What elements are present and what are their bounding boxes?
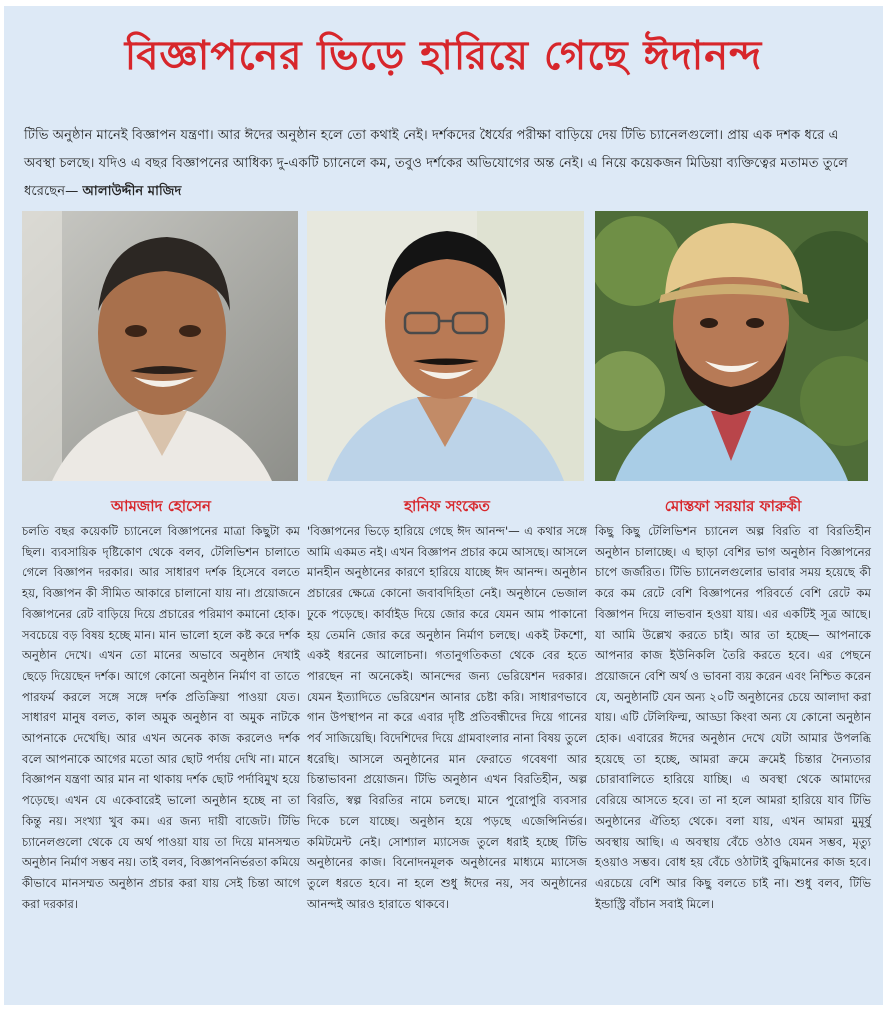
opinion-column-3 — [595, 494, 871, 999]
person-name: হানিফ সংকেত — [404, 497, 490, 515]
opinion-text: 'বিজ্ঞাপনের ভিড়ে হারিয়ে গেছে ঈদ আনন্দ'— এ কথার সঙ্গে আমি একমত নই। এখন বিজ্ঞাপন প্রচার কমে আসছে। আসলে মানহীন অনুষ্ঠানের কারণে হারিয়ে যাচ্ছে ঈদ আনন্দ। অনুষ্ঠান প্রচারের ক্ষেত্রে কোনো জবাবদিহিতা নেই। অনুষ্ঠানে ভেজাল ঢুকে পড়েছে। কার্বাইড দিয়ে জোর করে যেমন আম পাকানো হয় তেমনি জোর করে অনুষ্ঠান নির্মাণ চলছে। একই টকশো, একই ধরনের আলোচনা। গতানুগতিকতা থেকে বের হতে পারছেন না অনেকেই। আনন্দের জন্য ভেরিয়েশন দরকার। যেমন ইত্যাদিতে ভেরিয়েশন আনার চেষ্টা করি। সাধারণভাবে গান উপস্থাপন না করে এবার দৃষ্টি প্রতিবন্ধীদের দিয়ে গানের পর্ব সাজিয়েছি। বিদেশিদের দিয়ে গ্রামবাংলার নানা বিষয় তুলে ধরেছি। আসলে অনুষ্ঠানের মান ফেরাতে গবেষণা আর চিন্তাভাবনা প্রয়োজন। টিভি অনুষ্ঠান এখন বিরতিহীন, অল্প বিরতি, স্বল্প বিরতির নামে চলছে। মানে পুরোপুরি ব্যবসার দিকে চলে যাচ্ছে। অনুষ্ঠান হয়ে পড়ছে এজেন্সিনির্ভর। কমিটমেন্ট নেই। সোশ্যাল ম্যাসেজ তুলে ধরাই হচ্ছে টিভি অনুষ্ঠানের কাজ। বিনোদনমূলক অনুষ্ঠানের মাধ্যমে ম্যাসেজ তুলে ধরতে হবে। না হলে শুধু ঈদের নয়, সব অনুষ্ঠানের আনন্দই আরও হারাতে থাকবে। — [307, 524, 587, 911]
intro-text: টিভি অনুষ্ঠান মানেই বিজ্ঞাপন যন্ত্রণা। আর ঈদের অনুষ্ঠান হলে তো কথাই নেই। দর্শকদের ধৈর্যের পরীক্ষা বাড়িয়ে দেয় টিভি চ্যানেলগুলো। প্রায় এক দশক ধরে এ অবস্থা চলছে। যদিও এ বছর বিজ্ঞাপনের আধিক্য দু-একটি চ্যানেলে কম, তবুও দর্শকের অভিযোগের অন্ত নেই। এ নিয়ে কয়েকজন মিডিয়া ব্যক্তিত্বের মতামত তুলে ধরেছেন— — [24, 128, 848, 199]
newspaper-panel — [4, 6, 883, 1005]
portrait-photo-mostofa-sarwar-farooki — [595, 211, 868, 481]
opinion-text: কিছু কিছু টেলিভিশন চ্যানেল অল্প বিরতি বা বিরতিহীন অনুষ্ঠান চালাচ্ছে। এ ছাড়া বেশির ভাগ অনুষ্ঠান বিজ্ঞাপনের চাপে জর্জরিত। টিভি চ্যানেলগুলোর ভাবার সময় হয়েছে কী করে কম রেটে বেশি বিজ্ঞাপনের পরিবর্তে বেশি রেটে কম বিজ্ঞাপন দিয়ে লাভবান হওয়া যায়। এর একটিই সূত্র আছে। যা আমি উল্লেখ করতে চাই। আর তা হচ্ছে— আপনাকে আপনার কাজ ইউনিকলি তৈরি করতে হবে। এর পেছনে প্রয়োজনে বেশি অর্থ ও ভাবনা ব্যয় করেন এবং নিশ্চিত করেন যে, অনুষ্ঠানটি যেন অন্য ২০টি অনুষ্ঠানের চেয়ে আলাদা করা যায়। এটি টেলিফিল্ম, আড্ডা কিংবা অন্য যে কোনো অনুষ্ঠান হোক। এবারের ঈদের অনুষ্ঠান দেখে যেটা আমার উপলব্ধি হয়েছে তা হচ্ছে, আমরা ক্রমে ক্রমেই চিন্তার দৈন্যতার চোরাবালিতে হারিয়ে যাচ্ছি। এ অবস্থা থেকে আমাদের বেরিয়ে আসতে হবে। তা না হলে আমরা হারিয়ে যাব টিভি অনুষ্ঠানের ঐতিহ্য থেকে। বলা যায়, এখন আমরা মুমূর্ষু অবস্থায় আছি। এ অবস্থায় বেঁচে ওঠাও যেমন সম্ভব, মৃত্যু হওয়াও সম্ভব। বোধ হয় বেঁচে ওঠাটাই বুদ্ধিমানের কাজ হবে। এরচেয়ে বেশি আর কিছু বলতে চাই না। শুধু বলব, টিভি ইন্ডাস্ট্রি বাঁচান সবাই মিলে। — [595, 524, 871, 911]
intro-paragraph — [24, 122, 864, 206]
opinion-text: চলতি বছর কয়েকটি চ্যানেলে বিজ্ঞাপনের মাত্রা কিছুটা কম ছিল। ব্যবসায়িক দৃষ্টিকোণ থেকে বলব, টেলিভিশন চালাতে গেলে বিজ্ঞাপন দরকার। আর সাধারণ দর্শক হিসেবে বলতে হয়, বিজ্ঞাপন কী সীমিত আকারে চালানো যায় না। প্রয়োজনে বিজ্ঞাপনের রেট বাড়িয়ে দিয়ে প্রচারের পরিমাণ কমানো হোক। সবচেয়ে বড় বিষয় হচ্ছে মান। মান ভালো হলে কষ্ট করে দর্শক অনুষ্ঠান দেখে। এখন তো মানের অভাবে অনুষ্ঠান দেখাই ছেড়ে দিয়েছেন দর্শক। আগে কোনো অনুষ্ঠান নির্মাণ বা তাতে পারফর্ম করলে সঙ্গে সঙ্গে দর্শক প্রতিক্রিয়া পাওয়া যেত। সাধারণ মানুষ বলত, কাল অমুক অনুষ্ঠান বা অমুক নাটকে আপনাকে দেখেছি। আর এখন অনেক কাজ করলেও দর্শক বলে আপনাকে আগের মতো আর ছোট পর্দায় দেখি না। মানে বিজ্ঞাপন যন্ত্রণা আর মান না থাকায় দর্শক ছোট পর্দাবিমুখ হয়ে পড়েছে। এখন যে একেবারেই ভালো অনুষ্ঠান হচ্ছে না তা কিন্তু নয়। সংখ্যা খুব কম। এর জন্য দায়ী বাজেট। টিভি চ্যানেলগুলো থেকে যে অর্থ পাওয়া যায় তা দিয়ে মানসম্মত অনুষ্ঠান নির্মাণ সম্ভব নয়। তাই বলব, বিজ্ঞাপননির্ভরতা কমিয়ে কীভাবে মানসম্মত অনুষ্ঠান প্রচার করা যায় সেই চিন্তা আগে করা দরকার। — [22, 524, 300, 911]
person-name: আমজাদ হোসেন — [111, 497, 211, 515]
headline: বিজ্ঞাপনের ভিড়ে হারিয়ে গেছে ঈদানন্দ — [124, 33, 763, 79]
opinion-column-2 — [307, 494, 587, 999]
person-name: মোস্তফা সরয়ার ফারুকী — [664, 497, 802, 515]
opinion-column-1 — [22, 494, 300, 999]
author-name: আলাউদ্দীন মাজিদ — [82, 184, 182, 199]
portrait-photo-amjad-hossain — [22, 211, 298, 481]
portrait-photo-hanif-sanket — [307, 211, 584, 481]
